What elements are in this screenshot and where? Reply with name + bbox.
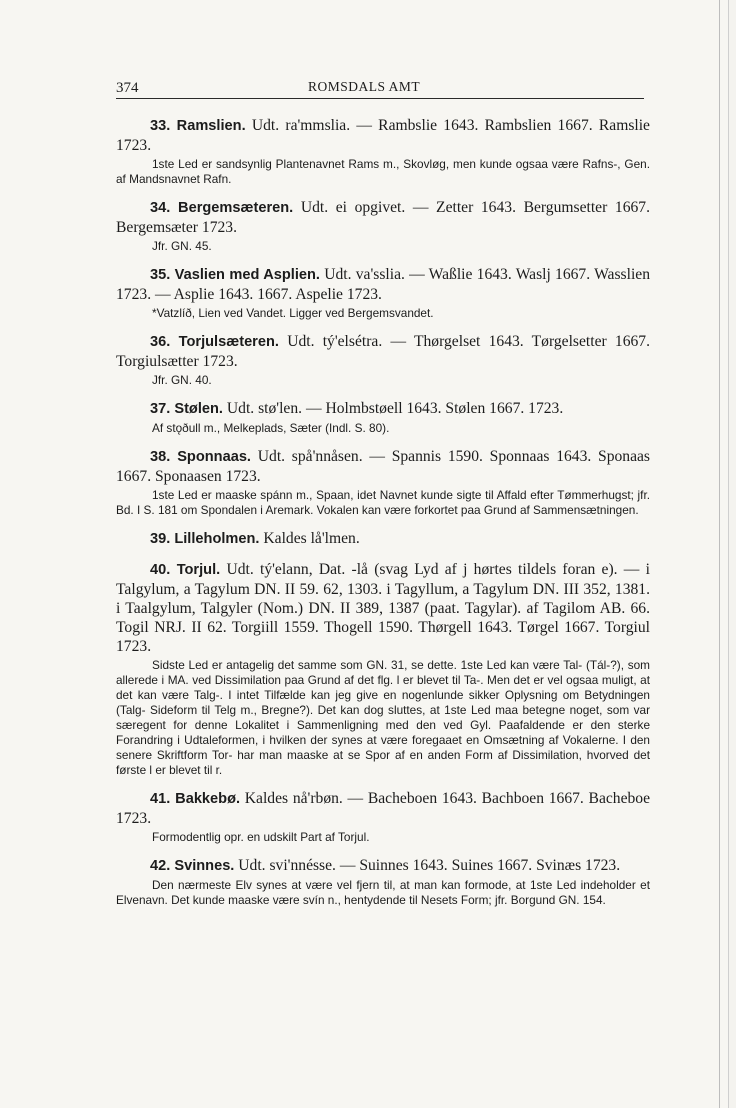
entry-35 bbox=[116, 265, 650, 321]
entry-heading: 41. Bakkebø. bbox=[150, 791, 241, 807]
entry-main bbox=[116, 116, 650, 155]
entry-main bbox=[116, 447, 650, 486]
page-number: 374 bbox=[116, 80, 139, 96]
entry-note: Sidste Led er antagelig det samme som GN. 31, se dette. 1ste Led kan være Tal- (Tál-?), som allerede i MA. ved Dissimilation paa Grund af det flg. l er blevet til Ta-. Men det er vel ogsaa muligt, at det kan være Talg-. I intet Tilfælde kan jeg give en nogenlunde sikker Oplysning om Betydningen (Talg- Sideform til Telg m., Bregne?). Det kan dog sluttes, at 1ste Led maa betegne noget, som var særegent for denne Lokalitet i Sammenligning med den ved Gyl. Paafaldende er den sterke Forandring i Udtaleformen, i hvilken der synes at være foregaaet en Omsætning af Vokalerne. I den senere Skriftform Tor- har man maaske at se Spor af en anden Form af Dissimilation, hvorved det første l er blevet til r. bbox=[116, 658, 650, 777]
entry-main bbox=[116, 399, 650, 419]
entry-42 bbox=[116, 856, 650, 908]
entry-heading: 36. Torjulsæteren. bbox=[150, 334, 279, 350]
running-head: ROMSDALS AMT bbox=[308, 79, 421, 94]
entry-heading: 33. Ramslien. bbox=[150, 118, 246, 134]
entry-34 bbox=[116, 198, 650, 254]
entry-text: Kaldes lå'lmen. bbox=[263, 530, 360, 547]
entry-main bbox=[116, 560, 650, 656]
entry-38 bbox=[116, 447, 650, 518]
entry-note: Jfr. GN. 40. bbox=[152, 373, 212, 387]
entry-note: Jfr. GN. 45. bbox=[152, 239, 212, 253]
entry-note: *Vatzlíð, Lien ved Vandet. Ligger ved Bergemsvandet. bbox=[152, 306, 434, 320]
header-rule bbox=[116, 98, 644, 99]
entry-36 bbox=[116, 332, 650, 388]
page-header bbox=[116, 76, 646, 96]
entry-text: Udt. ra'mmslia. — Rambslie 1643. Rambslien 1667. Ramslie 1723. bbox=[116, 117, 650, 154]
entry-heading: 42. Svinnes. bbox=[150, 858, 235, 874]
entry-main bbox=[116, 332, 650, 371]
entry-main bbox=[116, 789, 650, 828]
page-edge bbox=[719, 0, 720, 1108]
entry-heading: 34. Bergemsæteren. bbox=[150, 200, 294, 216]
entry-main bbox=[116, 529, 650, 549]
entry-text: Udt. spå'nnåsen. — Spannis 1590. Sponnaas 1643. Sponaas 1667. Sponaasen 1723. bbox=[116, 448, 651, 485]
entry-note: Den nærmeste Elv synes at være vel fjern til, at man kan formode, at 1ste Led indeholder et Elvenavn. Det kunde maaske være svín n., hentydende til Nesets Form; jfr. Borgund GN. 154. bbox=[116, 878, 650, 907]
entry-heading: 39. Lilleholmen. bbox=[150, 531, 260, 547]
entry-text: Udt. tý'elann, Dat. -lå (svag Lyd af j hørtes tildels foran e). — i Talgylum, a Tagylum DN. II 59. 62, 1303. i Tagyllum, a Tagylum DN. III 352, 1381. i Taalgylum, Talgyler (Nom.) DN. II 389, 1387 (paat. Tagylar). af Tagilom AB. 66. Togil NRJ. II 62. Torgiill 1559. Thogell 1590. Thørgell 1643. Tørgel 1667. Torgiul 1723. bbox=[116, 561, 650, 655]
entry-main bbox=[116, 856, 650, 876]
entry-main bbox=[116, 198, 650, 237]
entry-text: Udt. stø'len. — Holmbstøell 1643. Stølen 1667. 1723. bbox=[226, 400, 564, 417]
entry-main bbox=[116, 265, 650, 304]
entry-40 bbox=[116, 560, 650, 778]
entry-note: 1ste Led er maaske spánn m., Spaan, idet Navnet kunde sigte til Affald efter Tømmerhugst; jfr. Bd. I S. 181 om Spondalen i Aremark. Vokalen kan være forkortet paa Grund af Sammensætningen. bbox=[116, 488, 650, 517]
entry-text: Udt. tý'elsétra. — Thørgelset 1643. Tørgelsetter 1667. Torgiulsætter 1723. bbox=[116, 333, 650, 370]
entry-text: Kaldes nå'rbøn. — Bacheboen 1643. Bachboen 1667. Bacheboe 1723. bbox=[116, 790, 651, 827]
entry-heading: 37. Stølen. bbox=[150, 401, 223, 417]
entry-33 bbox=[116, 116, 650, 187]
entry-text: Udt. svi'nnésse. — Suinnes 1643. Suines 1667. Svinæs 1723. bbox=[238, 857, 621, 874]
entry-37 bbox=[116, 399, 650, 436]
entry-text: Udt. ei opgivet. — Zetter 1643. Bergumsetter 1667. Bergemsæter 1723. bbox=[116, 199, 650, 236]
entry-text: Udt. va'sslia. — Waßlie 1643. Waslj 1667. Wasslien 1723. — Asplie 1643. 1667. Aspelie 1723. bbox=[116, 266, 650, 303]
entry-heading: 38. Sponnaas. bbox=[150, 449, 251, 465]
entry-note: 1ste Led er sandsynlig Plantenavnet Rams m., Skovløg, men kunde ogsaa være Rafns-, Gen. af Mandsnavnet Rafn. bbox=[116, 157, 650, 186]
entry-note: Formodentlig opr. en udskilt Part af Torjul. bbox=[152, 830, 370, 844]
entry-list bbox=[116, 116, 650, 919]
entry-41 bbox=[116, 789, 650, 845]
entry-heading: 35. Vaslien med Asplien. bbox=[150, 267, 320, 283]
entry-heading: 40. Torjul. bbox=[150, 562, 221, 578]
entry-note: Af stǫðull m., Melkeplads, Sæter (Indl. S. 80). bbox=[152, 421, 390, 435]
entry-39 bbox=[116, 529, 650, 549]
